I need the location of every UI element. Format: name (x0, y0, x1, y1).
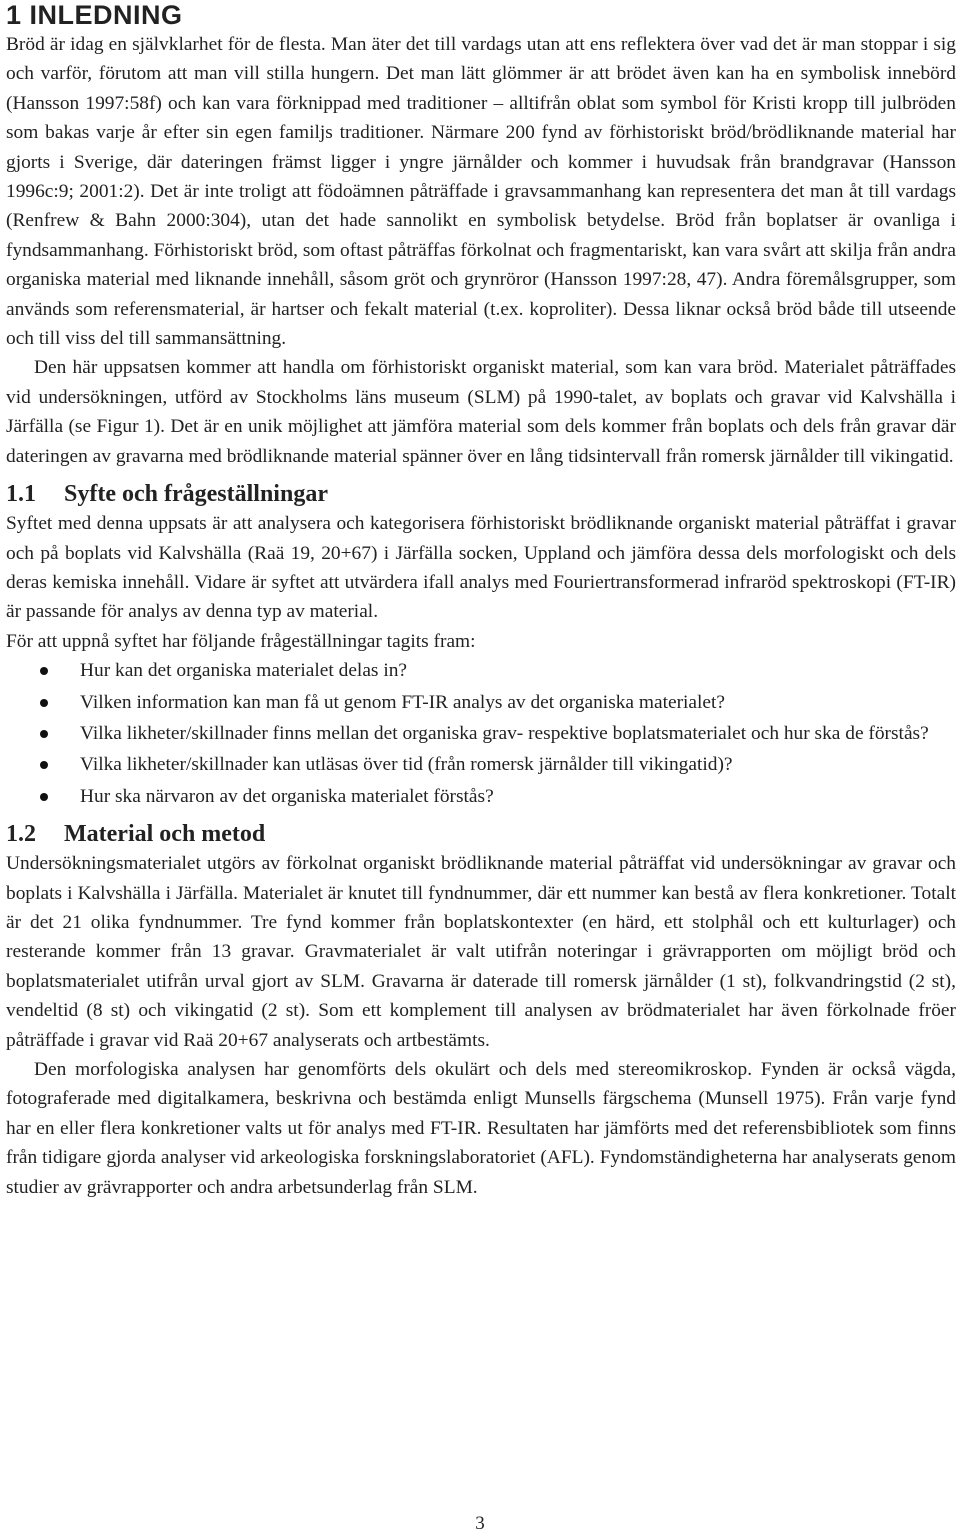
list-item: Hur kan det organiska materialet delas in? (6, 656, 956, 685)
chapter-number: 1 (6, 0, 22, 30)
list-item: Vilka likheter/skillnader finns mellan det organiska grav- respektive boplatsmaterialet och hur ska de förstås? (6, 719, 956, 748)
questions-list (6, 656, 956, 811)
material-paragraph: Undersökningsmaterialet utgörs av förkolnat organiskt brödliknande material påträffat vid undersökningar av gravar och boplats i Kalvshälla i Järfälla. Materialet är knutet till fyndnummer, där ett nummer kan bestå av flera konkretioner. Totalt är det 21 olika fyndnummer. Tre fynd kommer från boplatskontexter (en härd, ett stolphål och ett kulturlager) och resterande kommer från 13 gravar. Gravmaterialet är valt utifrån noteringar i grävrapporten om möjligt bröd och boplatsmaterialet utifrån urval gjort av SLM. Gravarna är daterade till romersk järnålder (1 st), folkvandringstid (2 st), vendeltid (8 st) och vikingatid (2 st). Som ett komplement till analysen av brödmaterialet har även förkolnade fröer påträffade i gravar vid Raä 20+67 analyserats och artbestämts. (6, 853, 956, 1051)
document-page (6, 0, 956, 1202)
list-item: Hur ska närvaron av det organiska materialet förstås? (6, 782, 956, 811)
intro-paragraph-1: Bröd är idag en självklarhet för de flesta. Man äter det till vardags utan att ens reflektera över vad det är man stoppar i sig och varför, förutom att man vill stilla hungern. Det man lätt glömmer är att brödet även kan ha en symbolisk innebörd (Hansson 1997:58f) och kan vara förknippad med traditioner – alltifrån oblat som symbol för Kristi kropp till julbröden som bakas varje år efter sin egen familjs traditioner. Närmare 200 fynd av förhistoriskt bröd/brödliknande material har gjorts i Sverige, där dateringen främst ligger i yngre järnålder och kommer i huvudsak från brandgravar (Hansson 1996c:9; 2001:2). Det är inte troligt att födoämnen påträffade i gravsammanhang kan representera det man åt till vardags (Renfrew & Bahn 2000:304), utan det hade sannolikt en symbolisk betydelse. Bröd från boplatser är ovanliga i fyndsammanhang. Förhistoriskt bröd, som oftast påträffas förkolnat och fragmentariskt, kan vara svårt att skilja från andra organiska material med liknande innehåll, såsom gröt och grynröror (Hansson 1997:28, 47). Andra föremålsgrupper, som används som referensmaterial, är hartser och fekalt material (t.ex. koproliter). Dessa liknar också bröd både till utseende och till viss del till sammansättning. (6, 34, 956, 350)
intro-section (6, 30, 956, 471)
section-number: 1.2 (6, 821, 36, 848)
bullet-icon (40, 793, 48, 801)
section-title: Syfte och frågeställningar (64, 481, 328, 508)
bullet-icon (40, 699, 48, 707)
bullet-icon (40, 761, 48, 769)
chapter-title: INLEDNING (29, 0, 183, 30)
section-heading-1-1 (6, 479, 956, 509)
intro-paragraph-2: Den här uppsatsen kommer att handla om förhistoriskt organiskt material, som kan vara bröd. Materialet påträffades vid undersökningen, utförd av Stockholms läns museum (SLM) på 1990-talet, av boplats och gravar vid Kalvshälla i Järfälla (se Figur 1). Det är en unik möjlighet att jämföra material som dels kommer från boplats och dels från gravar där dateringen av gravarna med brödliknande material spänner över en lång tidsintervall från romersk järnålder till vikingatid. (6, 357, 956, 467)
page-number: 3 (475, 1513, 485, 1534)
chapter-heading (6, 0, 956, 30)
bullet-icon (40, 730, 48, 738)
method-paragraph: Den morfologiska analysen har genomförts dels okulärt och dels med stereomikroskop. Fynden är också vägda, fotograferade med digitalkamera, beskrivna och bestämda enligt Munsells färgschema (Munsell 1975). Från varje fynd har en eller flera konkretioner valts ut för analys med FT-IR. Resultaten har jämförts med det referensbibliotek som finns från tidigare gjorda analyser vid arkeologiska forskningslaboratoriet (AFL). Fyndomständigheterna har analyserats genom studier av grävrapporter och andra arbetsunderlag från SLM. (6, 1059, 956, 1198)
bullet-icon (40, 667, 48, 675)
purpose-paragraph: Syftet med denna uppsats är att analysera och kategorisera förhistoriskt brödliknande organiskt material påträffat i gravar och på boplats vid Kalvshälla (Raä 19, 20+67) i Järfälla socken, Uppland och jämföra dessa dels morfologiskt och dels deras kemiska innehåll. Vidare är syftet att utvärdera ifall analys med Fouriertransformerad infraröd spektroskopi (FT-IR) är passande för analys av denna typ av material. (6, 513, 956, 623)
section-title: Material och metod (64, 821, 266, 848)
section-number: 1.1 (6, 481, 36, 508)
section-heading-1-2 (6, 819, 956, 849)
list-item: Vilka likheter/skillnader kan utläsas över tid (från romersk järnålder till vikingatid)? (6, 750, 956, 779)
questions-intro: För att uppnå syftet har följande frågeställningar tagits fram: (6, 630, 476, 652)
list-item: Vilken information kan man få ut genom FT-IR analys av det organiska materialet? (6, 688, 956, 717)
